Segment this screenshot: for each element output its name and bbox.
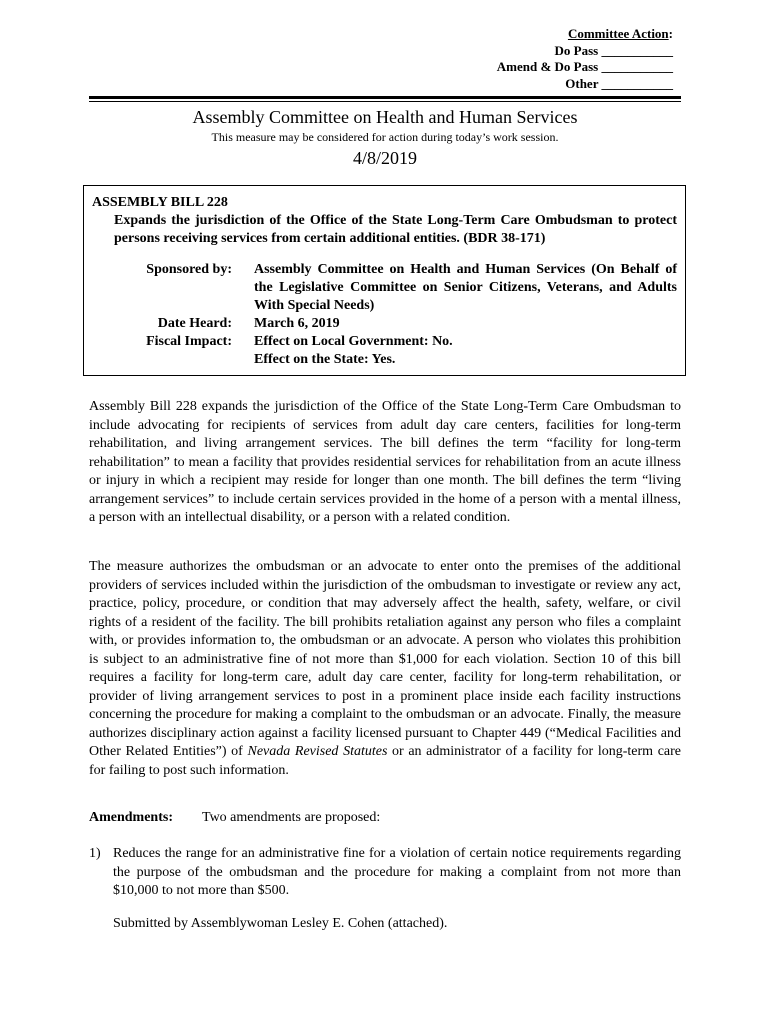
amendment-item-1-text: Reduces the range for an administrative fine for a violation of certain notice requirements regarding the purpose of the ombudsman and the procedure for making a complaint from not more than $10,000 to not more than $500. [113,846,681,898]
other-line: Other ___________ [565,75,673,91]
committee-action-heading-text: Committee Action [567,26,669,41]
bill-summary: Expands the jurisdiction of the Office of the State Long-Term Care Ombudsman to protect persons receiving services from certain additional entities. (BDR 38-171) [114,213,677,246]
amendments-row [89,809,681,828]
measure-note: This measure may be considered for action during today’s work session. [211,130,559,144]
sponsored-label: Sponsored by: [146,262,232,277]
header-divider-thin [89,101,681,102]
committee-action-heading [497,26,673,43]
amendment-submitted-by: Submitted by Assemblywoman Lesley E. Cohen (attached). [113,916,448,931]
body-paragraph-2-tail: or an administrator of a facility for long-term care for failing to post such information. [89,744,681,778]
committee-title: Assembly Committee on Health and Human Services [192,107,578,127]
committee-action-block [497,26,673,92]
amendments-intro: Two amendments are proposed: [202,810,381,825]
committee-action-colon: : [668,26,673,41]
date-heard-label: Date Heard: [157,316,232,331]
amendment-item-1-number: 1) [89,846,101,861]
amendments-label: Amendments: [89,810,173,825]
fiscal-impact-label: Fiscal Impact: [146,334,232,349]
amend-do-pass-line: Amend & Do Pass ___________ [496,59,673,74]
do-pass-line: Do Pass ___________ [554,42,673,58]
fiscal-impact-state: Effect on the State: Yes. [254,352,396,367]
bill-number: ASSEMBLY BILL 228 [92,195,228,210]
body-paragraph-1: Assembly Bill 228 expands the jurisdiction of the Office of the State Long-Term Care Ombudsman to include advocating for recipients of services from adult day care centers, facilities for long-term rehabilitation, and living arrangement services. The bill defines the term “facility for long-term rehabilitation” to mean a facility that provides residential services for rehabilitation from an acute illness or injury in which a recipient may reside for longer than one month. The bill defines the term “living arrangement services” to include certain services provided in the home of a person with a mental illness, a person with an intellectual disability, or a person with a related condition. [89,399,681,525]
body-paragraph-2-main: The measure authorizes the ombudsman or an advocate to enter onto the premises of the additional providers of services included within the jurisdiction of the ombudsman to investigate or review any act, practice, policy, procedure, or condition that may adversely affect the health, safety, welfare, or civil rights of a resident of the facility. The bill prohibits retaliation against any person who files a complaint with, or provides information to, the ombudsman or an advocate. A person who violates this prohibition is subject to an administrative fine of not more than $1,000 for each violation. Section 10 of this bill requires a facility for long-term care, adult day care center, facility for long-term rehabilitation, or provider of living arrangement services to post in a prominent place inside each facility instructions concerning the procedure for making a complaint to the ombudsman or an advocate. Finally, the measure authorizes disciplinary action against a facility licensed pursuant to Chapter 449 (“Medical Facilities and Other Related Entities”) of [89,559,681,759]
hearing-date: 4/8/2019 [352,148,417,168]
body-paragraph-2 [89,558,681,780]
fiscal-impact-local: Effect on Local Government: No. [254,334,453,349]
sponsored-value: Assembly Committee on Health and Human Services (On Behalf of the Legislative Committee on Senior Citizens, Veterans, and Adults With Special Needs) [254,262,677,313]
nrs-citation: Nevada Revised Statutes [247,744,388,759]
header-divider-thick [89,96,681,99]
fiscal-impact-spacer [92,351,254,369]
amendment-item-1 [89,845,681,901]
bill-details [92,261,677,369]
date-heard-value: March 6, 2019 [254,316,340,331]
bill-info-box [83,185,686,376]
